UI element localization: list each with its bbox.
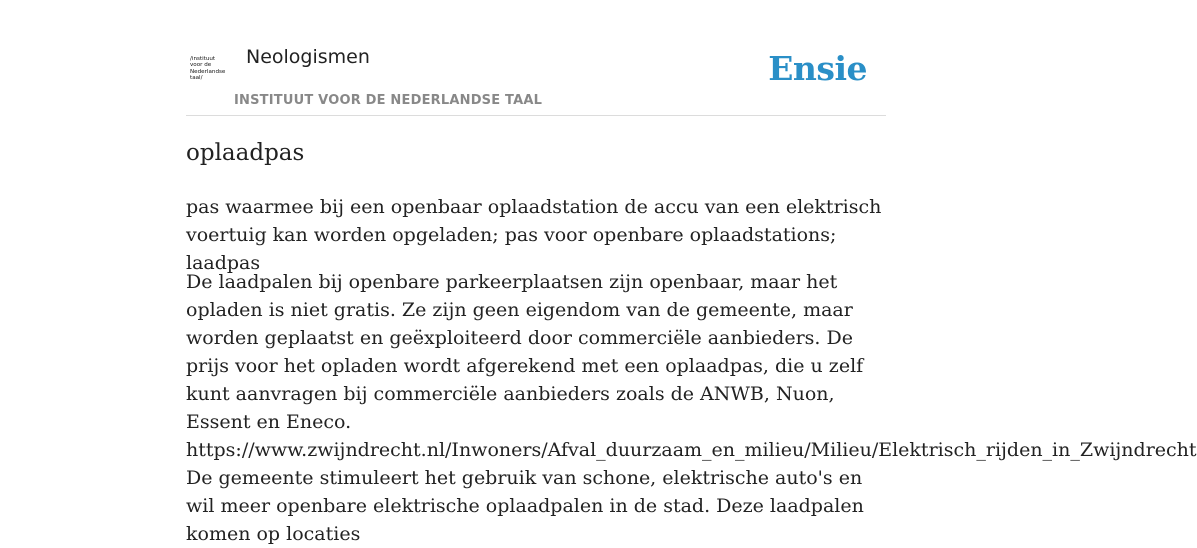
source-title[interactable]: Neologismen <box>246 46 370 68</box>
ensie-logo[interactable]: Ensie <box>768 49 867 88</box>
entry-definition: pas waarmee bij een openbaar oplaadstation de accu van een elektrisch voertuig kan worden opgeladen; pas voor openbare oplaadstations; laadpas <box>186 196 882 274</box>
page-header <box>186 40 886 116</box>
entry-term: oplaadpas <box>186 140 305 166</box>
logo-line: voor de <box>190 62 212 69</box>
entry-example-2: De gemeente stimuleert het gebruik van schone, elektrische auto's en wil meer openbare elektrische oplaadpalen in de stad. Deze laadpalen komen op locaties <box>186 467 864 545</box>
example-source-url: https://www.zwijndrecht.nl/Inwoners/Afval_duurzaam_en_milieu/Milieu/Elektrisch_rijden_in_Zwijndrecht <box>186 439 1197 461</box>
entry-example <box>186 268 1197 464</box>
logo-line: Nederlandse <box>190 68 226 75</box>
logo-line: /instituut <box>190 56 216 62</box>
example-text: De laadpalen bij openbare parkeerplaatsen zijn openbaar, maar het opladen is niet gratis. Ze zijn geen eigendom van de gemeente, maar worden geplaatst en geëxploiteerd door commerciële aanbieders. De prijs voor het opladen wordt afgerekend met een oplaadpas, die u zelf kunt aanvragen bij commerciële aanbieders zoals de ANWB, Nuon, Essent en Eneco. <box>186 271 864 433</box>
ivdnt-logo[interactable] <box>190 56 230 82</box>
publisher-name: INSTITUUT VOOR DE NEDERLANDSE TAAL <box>234 93 543 108</box>
logo-line: taal/ <box>190 75 203 82</box>
